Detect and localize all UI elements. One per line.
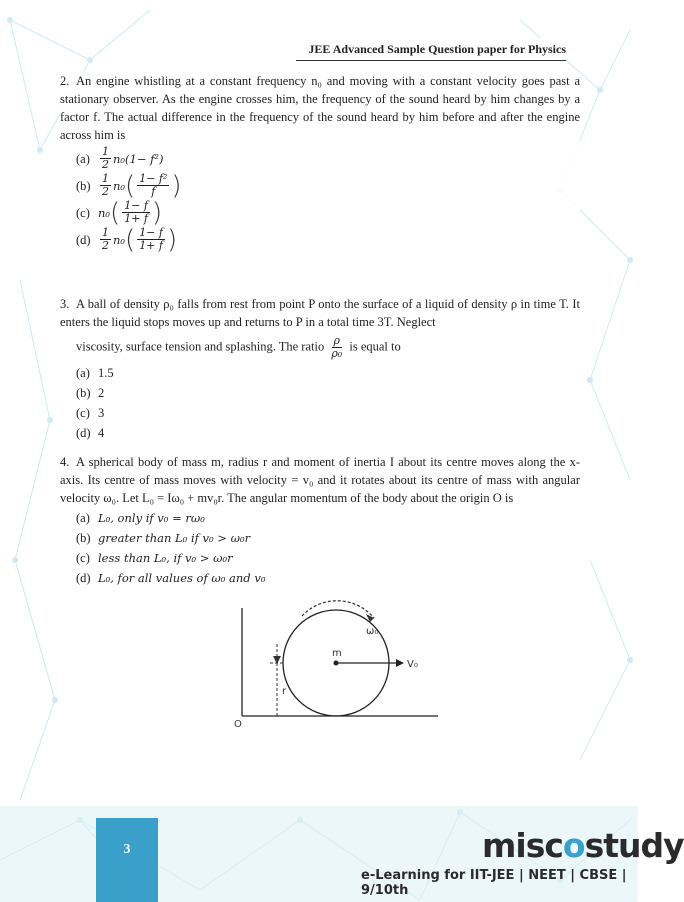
option-d — [76, 569, 580, 587]
option-prefix: n₀ — [98, 205, 111, 220]
logo-text-1: misc — [482, 826, 563, 865]
option-a — [76, 364, 580, 382]
fraction — [137, 227, 165, 252]
option-label: (c) — [76, 205, 90, 220]
option-label: (d) — [76, 571, 91, 585]
question-3 — [60, 295, 580, 444]
option-prefix: n₀ — [113, 232, 126, 247]
origin-label: O — [234, 719, 242, 730]
right-paren: ) — [166, 224, 178, 255]
fraction — [100, 227, 111, 252]
numerator: ρ — [333, 334, 341, 347]
numerator: 1 — [102, 145, 109, 158]
option-label: (d) — [76, 426, 91, 440]
rolling-sphere-figure — [232, 604, 440, 730]
omega-label: ω₀ — [366, 626, 379, 637]
option-c — [76, 549, 580, 567]
page-number: 3 — [123, 842, 131, 857]
option-c — [76, 404, 580, 422]
option-label: (c) — [76, 551, 90, 565]
ratio-fraction — [329, 335, 344, 360]
left-paren: ( — [125, 170, 136, 201]
page-number-box — [96, 818, 158, 902]
denominator: 2 — [102, 185, 109, 198]
denominator: ρ₀ — [331, 347, 343, 360]
left-paren: ( — [110, 197, 121, 228]
fraction — [137, 173, 169, 198]
option-text: 3 — [98, 406, 105, 420]
velocity-label: V₀ — [407, 659, 418, 670]
option-label: (a) — [76, 151, 90, 166]
option-text: 4 — [98, 426, 105, 440]
numerator: 1− f² — [139, 172, 168, 185]
fraction — [122, 200, 150, 225]
option-d — [76, 424, 580, 442]
question-text-end: is equal to — [349, 339, 401, 354]
right-paren: ) — [171, 170, 182, 201]
brand-logo — [482, 826, 684, 865]
option-label: (b) — [76, 178, 91, 193]
denominator: 1+ f — [139, 239, 163, 252]
question-text-cont: viscosity, surface tension and splashing. The ratio — [76, 339, 325, 354]
option-text: L₀, for all values of ω₀ and v₀ — [98, 571, 266, 585]
denominator: f — [151, 185, 156, 198]
mass-label: m — [332, 648, 342, 659]
question-number: 2. — [60, 74, 70, 88]
option-prefix: n₀ — [113, 178, 126, 193]
question-text: A spherical body of mass m, radius r and moment of inertia I about its centre moves along the x-axis. Its centre of mass moves with velocity = v₀ and it rotates about its centre of mass with angular velocity ω₀. Let L₀ = Iω₀ + mv₀r. The angular momentum of the body about the origin O is — [60, 455, 580, 505]
option-a — [76, 146, 580, 171]
option-a — [76, 509, 580, 527]
right-paren: ) — [151, 197, 163, 228]
option-c — [76, 197, 580, 228]
option-b — [76, 384, 580, 402]
page-header-title: JEE Advanced Sample Question paper for Physics — [296, 38, 566, 61]
option-label: (c) — [76, 406, 90, 420]
option-d — [76, 224, 580, 255]
option-text: 2 — [98, 386, 105, 400]
numerator: 1− f — [139, 226, 163, 239]
logo-text-3: study — [584, 826, 684, 865]
numerator: 1− f — [124, 199, 148, 212]
question-4 — [60, 453, 580, 589]
option-label: (d) — [76, 232, 91, 247]
numerator: 1 — [102, 226, 109, 239]
option-label: (b) — [76, 386, 91, 400]
radius-label: r — [282, 686, 287, 697]
option-label: (a) — [76, 511, 90, 525]
question-text: A ball of density ρ₀ falls from rest from point P onto the surface of a liquid of density ρ in time T. It enters the liquid stops moves up and returns to P in a total time 3T. Neglect — [60, 297, 580, 329]
option-expression: n₀(1− f²) — [113, 151, 164, 166]
option-b — [76, 170, 580, 201]
option-label: (a) — [76, 366, 90, 380]
left-paren: ( — [125, 224, 136, 255]
option-text: less than L₀, if v₀ > ω₀r — [98, 551, 233, 565]
question-2 — [60, 72, 580, 254]
numerator: 1 — [102, 172, 109, 185]
option-b — [76, 529, 580, 547]
question-number: 4. — [60, 455, 70, 469]
option-label: (b) — [76, 531, 91, 545]
option-text: greater than L₀ if v₀ > ω₀r — [98, 531, 251, 545]
brand-tagline: e-Learning for IIT-JEE | NEET | CBSE | 9/10th — [361, 868, 627, 898]
logo-text-2: o — [562, 826, 585, 865]
fraction — [100, 146, 111, 171]
denominator: 1+ f — [124, 212, 148, 225]
option-text: 1.5 — [98, 366, 114, 380]
denominator: 2 — [102, 239, 109, 252]
question-number: 3. — [60, 297, 70, 311]
question-text: An engine whistling at a constant frequency n₀ and moving with a constant velocity goes past a stationary observer. As the engine crosses him, the frequency of the sound heard by him changes by a factor f. The actual difference in the frequency of the sound heard by him before and after the engine across him is — [60, 74, 580, 142]
fraction — [100, 173, 111, 198]
option-text: L₀, only if v₀ = rω₀ — [98, 511, 205, 525]
denominator: 2 — [102, 158, 109, 171]
